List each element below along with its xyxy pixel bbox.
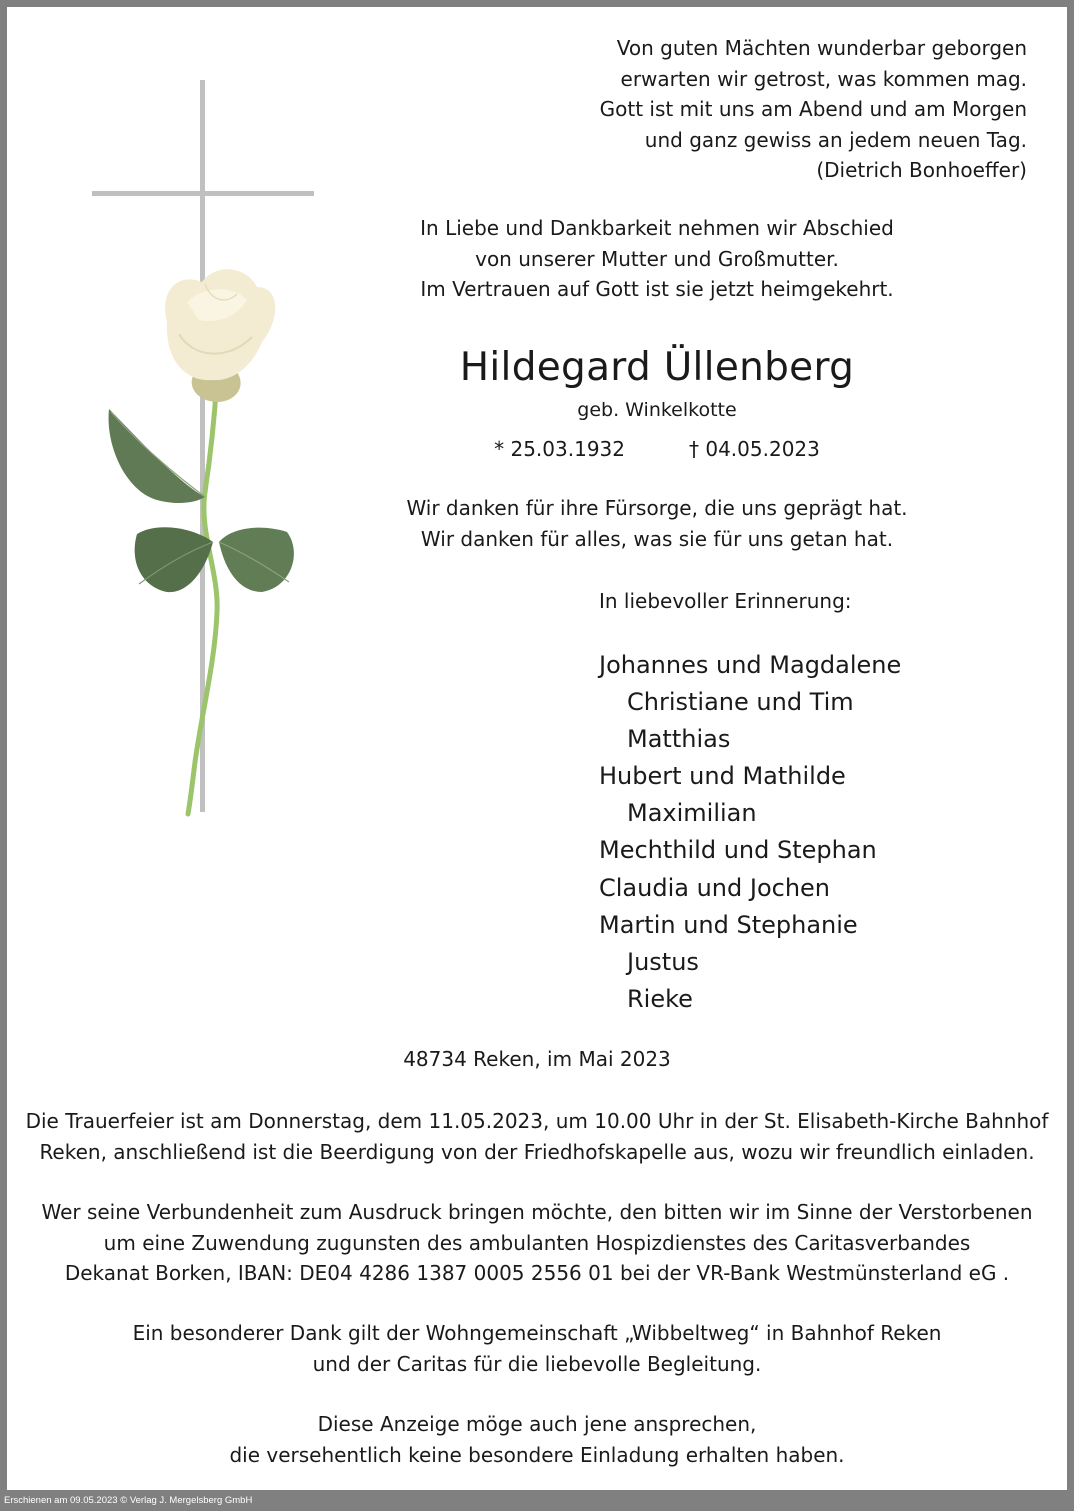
birth-date: * 25.03.1932	[494, 437, 625, 461]
family-member: Hubert und Mathilde	[599, 762, 846, 791]
donation-info	[7, 1197, 1067, 1289]
funeral-line: Reken, anschließend ist die Beerdigung von der Friedhofskapelle aus, wozu wir freundlich einladen.	[39, 1139, 1035, 1164]
family-list	[599, 647, 901, 1018]
family-member: Rieke	[627, 984, 693, 1013]
family-member: Claudia und Jochen	[599, 873, 831, 902]
poem-line: erwarten wir getrost, was kommen mag.	[620, 66, 1027, 91]
cross-horizontal-beam	[92, 191, 314, 196]
invitation-note	[7, 1409, 1067, 1470]
gratitude-text	[347, 493, 967, 554]
obituary-sheet	[7, 7, 1067, 1490]
family-member: Matthias	[627, 725, 731, 754]
funeral-info	[7, 1106, 1067, 1167]
thanks-line: Wir danken für alles, was sie für uns getan hat.	[420, 526, 894, 551]
family-member: Martin und Stephanie	[599, 910, 858, 939]
farewell-intro	[347, 213, 967, 305]
life-dates	[347, 435, 967, 463]
poem-line: Von guten Mächten wunderbar geborgen	[616, 36, 1027, 60]
memory-label: In liebevoller Erinnerung:	[599, 589, 852, 613]
special-thanks	[7, 1318, 1067, 1379]
special-thanks-line: Ein besonderer Dank gilt der Wohngemeinschaft „Wibbeltweg“ in Bahnhof Reken	[132, 1321, 942, 1345]
family-member: Christiane und Tim	[627, 688, 854, 717]
funeral-line: Die Trauerfeier ist am Donnerstag, dem 11.05.2023, um 10.00 Uhr in der St. Elisabeth-Kirche Bahnhof	[25, 1109, 1049, 1133]
place-and-date: 48734 Reken, im Mai 2023	[403, 1047, 671, 1071]
poem-line: und ganz gewiss an jedem neuen Tag.	[644, 127, 1027, 152]
birth-name: geb. Winkelkotte	[577, 399, 737, 421]
family-member: Justus	[627, 947, 699, 976]
invitation-line: Diese Anzeige möge auch jene ansprechen,	[317, 1412, 757, 1436]
deceased-name: Hildegard Üllenberg	[459, 345, 855, 390]
donation-line: um eine Zuwendung zugunsten des ambulanten Hospizdienstes des Caritasverbandes	[103, 1230, 971, 1255]
family-member: Mechthild und Stephan	[599, 836, 877, 865]
intro-line: von unserer Mutter und Großmutter.	[475, 246, 839, 271]
family-member: Maximilian	[627, 799, 757, 828]
cross-with-rose-illustration	[87, 72, 347, 832]
donation-line: Wer seine Verbundenheit zum Ausdruck bringen möchte, den bitten wir im Sinne der Verstorbenen	[41, 1200, 1033, 1224]
poem-line: Gott ist mit uns am Abend und am Morgen	[599, 97, 1027, 121]
invitation-line: die versehentlich keine besondere Einladung erhalten haben.	[229, 1442, 845, 1467]
rose-blossom	[165, 269, 275, 402]
leaf-middle-right	[219, 528, 294, 592]
death-date: † 04.05.2023	[689, 437, 820, 461]
thanks-line: Wir danken für ihre Fürsorge, die uns geprägt hat.	[406, 496, 908, 520]
family-member: Johannes und Magdalene	[599, 651, 902, 679]
intro-line: In Liebe und Dankbarkeit nehmen wir Abschied	[420, 216, 894, 240]
leaf-upper-left	[109, 409, 205, 503]
bonhoeffer-poem	[600, 33, 1027, 186]
donation-line: Dekanat Borken, IBAN: DE04 4286 1387 0005 2556 01 bei der VR-Bank Westmünsterland eG .	[64, 1261, 1010, 1285]
poem-author: (Dietrich Bonhoeffer)	[816, 158, 1027, 182]
intro-line: Im Vertrauen auf Gott ist sie jetzt heimgekehrt.	[420, 277, 894, 301]
publication-footer: Erschienen am 09.05.2023 © Verlag J. Mergelsberg GmbH	[4, 1495, 253, 1506]
special-thanks-line: und der Caritas für die liebevolle Begleitung.	[312, 1351, 762, 1376]
